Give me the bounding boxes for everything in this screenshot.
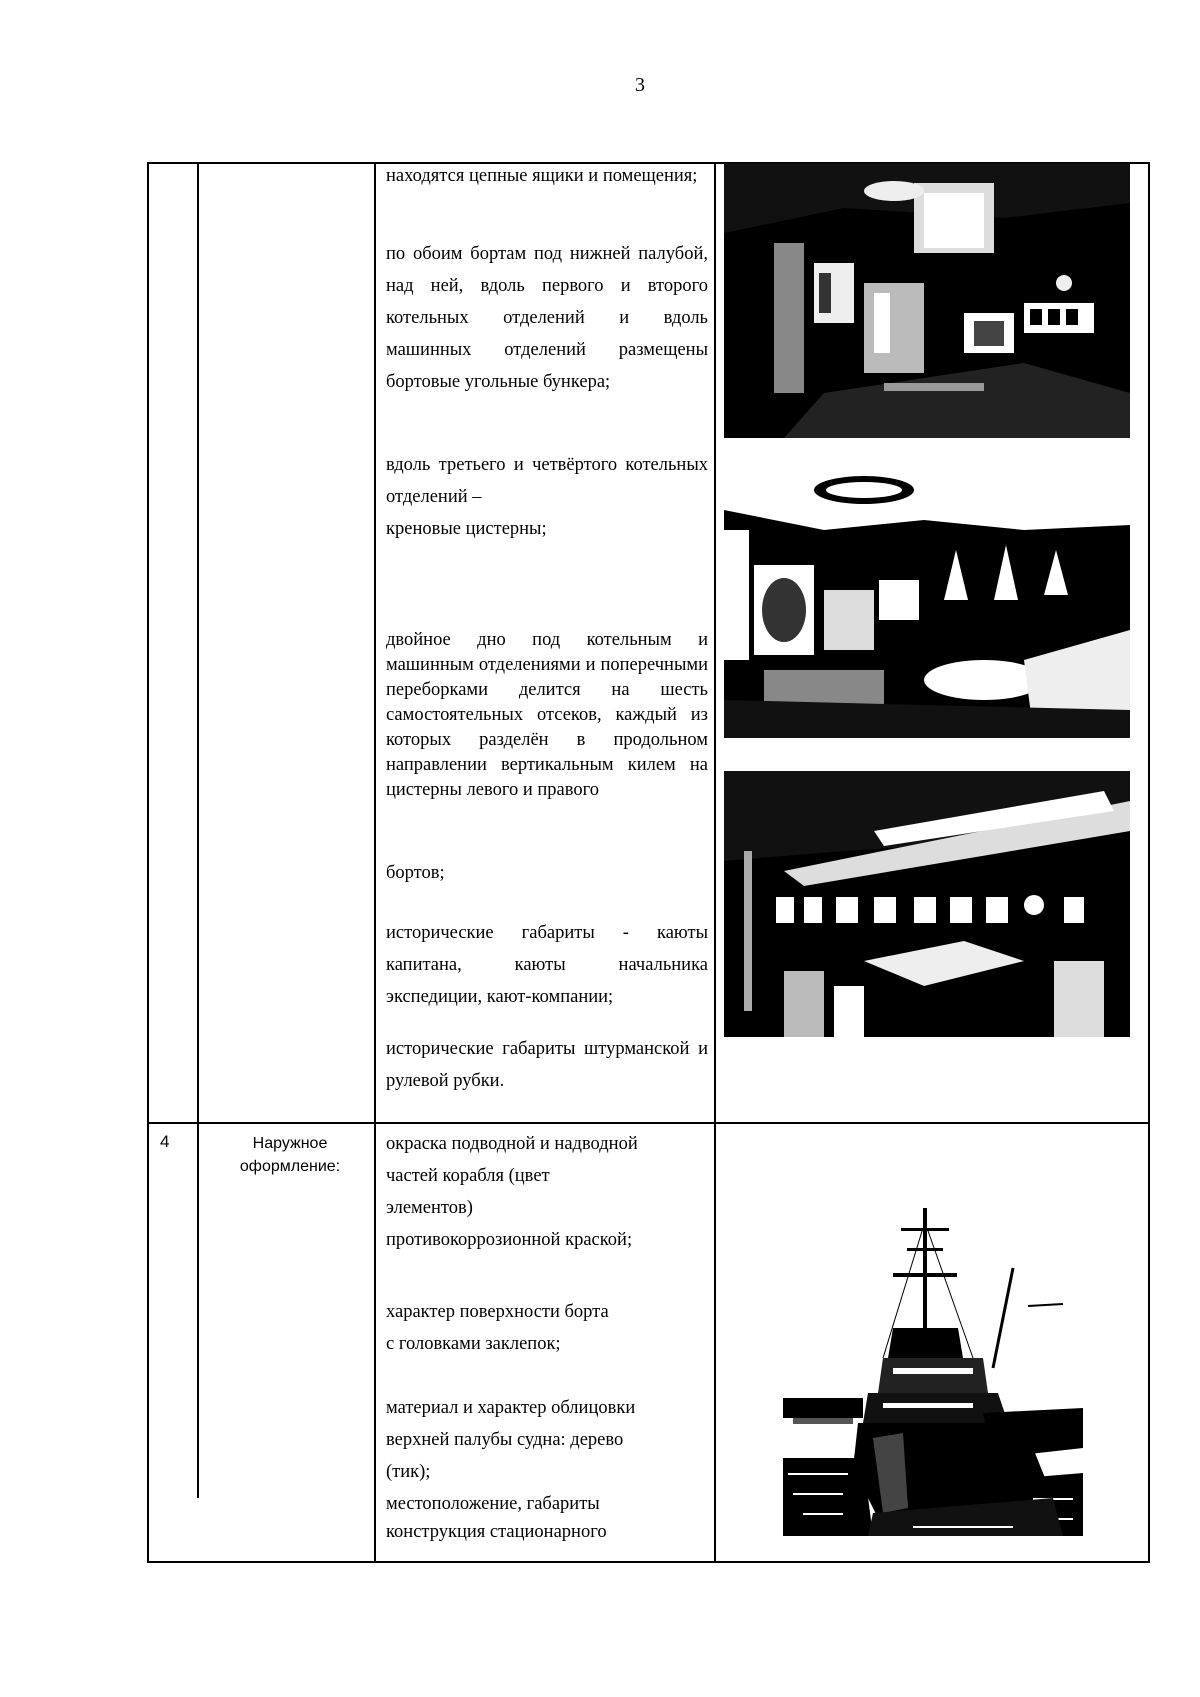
page-number: 3	[635, 74, 645, 96]
paragraph: исторические габариты - каюты капитана, каюты начальника экспедиции, кают-компании;	[386, 923, 708, 1007]
table-right-border	[1148, 162, 1150, 1563]
interior-photo-saloon	[724, 470, 1130, 738]
cell-text	[386, 160, 708, 192]
interior-photo-wheelhouse	[724, 771, 1130, 1037]
cell-text	[386, 857, 708, 889]
cell-text	[386, 1392, 708, 1548]
cell-text	[386, 1033, 708, 1097]
paragraph: характер поверхности борта	[386, 1302, 609, 1322]
column-divider-2	[374, 162, 376, 1563]
paragraph: исторические габариты штурманской и рулевой рубки.	[386, 1039, 708, 1091]
paragraph: с головками заклепок;	[386, 1334, 561, 1354]
cell-text	[386, 1128, 708, 1256]
paragraph: верхней палубы судна: дерево	[386, 1430, 624, 1450]
paragraph: бортов;	[386, 863, 445, 883]
row-number: 4	[160, 1132, 170, 1151]
table-left-border	[147, 162, 149, 1563]
cell-text	[386, 513, 708, 545]
paragraph: по обоим бортам под нижней палубой, над ней, вдоль первого и второго котельных отделений и вдоль машинных отделений размещены бортовые угольные бункера;	[386, 244, 708, 392]
paragraph: местоположение, габариты	[386, 1494, 600, 1514]
paragraph: элементов)	[386, 1198, 473, 1218]
cell-text	[386, 449, 708, 513]
column-divider-1	[197, 162, 199, 1498]
paragraph: двойное дно под котельным и машинным отделениями и поперечными переборками делится на шесть самостоятельных отсеков, каждый из которых разделён в продольном направлении вертикальным килем на цистерны левого и правого	[386, 630, 708, 800]
row-separator	[147, 1122, 1150, 1124]
ship-exterior-photo	[783, 1208, 1083, 1536]
paragraph: креновые цистерны;	[386, 519, 547, 539]
paragraph: вдоль третьего и четвёртого котельных отделений –	[386, 455, 708, 507]
paragraph: частей корабля (цвет	[386, 1166, 550, 1186]
paragraph: окраска подводной и надводной	[386, 1134, 638, 1154]
paragraph: (тик);	[386, 1462, 431, 1482]
cell-text	[386, 238, 708, 398]
row-label: Наружное оформление:	[239, 1135, 341, 1175]
interior-photo-control-room	[724, 163, 1130, 438]
cell-text	[386, 628, 708, 803]
column-divider-3	[714, 162, 716, 1563]
cell-text	[386, 917, 708, 1013]
table-bottom-border	[147, 1561, 1150, 1563]
paragraph: материал и характер облицовки	[386, 1398, 636, 1418]
paragraph: противокоррозионной краской;	[386, 1230, 633, 1250]
cell-text	[386, 1296, 708, 1360]
paragraph: конструкция стационарного	[386, 1522, 607, 1542]
paragraph: находятся цепные ящики и помещения;	[386, 166, 698, 186]
